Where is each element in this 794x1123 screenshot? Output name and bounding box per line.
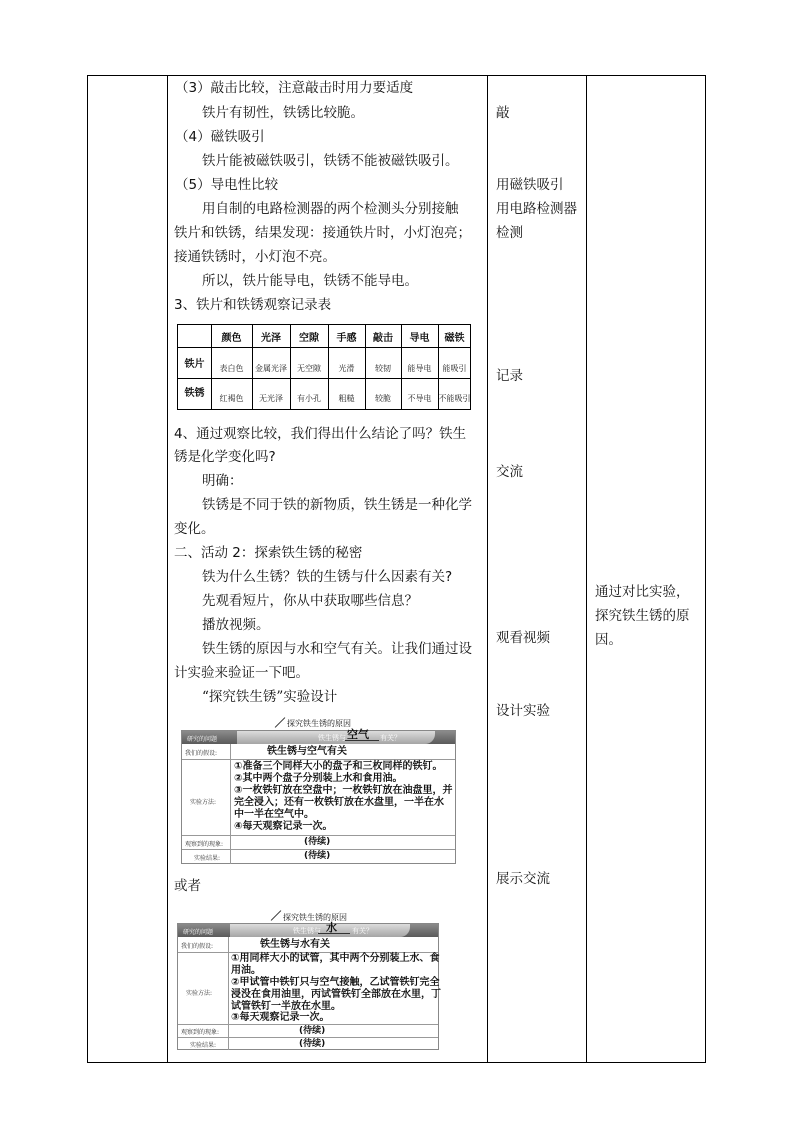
experiment-caption: 探究铁生锈的原因 <box>287 719 351 728</box>
observation-label: 观察到的现象: <box>181 1029 220 1036</box>
hypothesis-label: 我们的假设: <box>185 750 218 757</box>
table-cell: 粗糙 <box>338 394 355 403</box>
table-header: 手感 <box>336 333 357 344</box>
content-line: 或者 <box>174 878 201 894</box>
question-suffix: 有关？ <box>352 927 373 935</box>
activity-item: 记录 <box>496 368 523 384</box>
section-heading: 二、活动 2：探索铁生锈的秘密 <box>174 545 363 561</box>
method-line: ①准备三个同样大小的盘子和三枚同样的铁钉。 <box>234 761 443 772</box>
method-line: 试管铁钉一半放在水里。 <box>231 1001 341 1012</box>
experiment-caption: 探究铁生锈的原因 <box>283 913 347 922</box>
method-line: ③一枚铁钉放在空盘中；一枚铁钉放在油盘里，并 <box>234 785 453 796</box>
table-cell: 能导电 <box>407 364 432 373</box>
observation-label: 观察到的现象: <box>185 841 224 848</box>
column-divider <box>586 75 587 1063</box>
activity-item: 观看视频 <box>496 630 550 646</box>
table-cell: 较脆 <box>375 394 391 403</box>
method-label: 实验方法: <box>186 990 213 997</box>
hypothesis-text: 铁生锈与水有关 <box>260 939 330 950</box>
content-line: 播放视频。 <box>202 617 270 633</box>
column-divider <box>167 75 168 1063</box>
content-line: 铁片和铁锈，结果发现：接通铁片时，小灯泡亮； <box>174 225 471 241</box>
content-line: （5）导电性比较 <box>175 177 279 193</box>
method-line: ③每天观察记录一次。 <box>231 1012 330 1023</box>
content-line: 锈是化学变化吗? <box>174 449 276 465</box>
content-line: “探究铁生锈”实验设计 <box>202 689 338 705</box>
content-line: 用自制的电路检测器的两个检测头分别接触 <box>202 201 459 217</box>
activity-item: 敲 <box>496 105 510 121</box>
activity-item: 展示交流 <box>496 871 550 887</box>
table-cell: 光滑 <box>338 364 355 373</box>
question-answer: 水 <box>326 921 337 934</box>
method-label: 实验方法: <box>190 799 217 806</box>
activity-item: 用电路检测器 <box>496 201 577 217</box>
content-line: 计实验来验证一下吧。 <box>174 665 309 681</box>
content-line: 铁片能被磁铁吸引，铁锈不能被磁铁吸引。 <box>202 153 459 169</box>
question-prefix: 铁生锈与 <box>318 734 346 742</box>
intent-line: 探究铁生锈的原 <box>595 608 690 624</box>
content-line: （3）敲击比较，注意敲击时用力要适度 <box>175 80 414 96</box>
table-cell: 无光泽 <box>259 394 283 403</box>
content-line: 4、通过观察比较，我们得出什么结论了吗？铁生 <box>174 426 467 442</box>
header-label: 研究的问题 <box>187 736 218 743</box>
result-label: 实验结果: <box>194 855 221 862</box>
content-line: 所以，铁片能导电，铁锈不能导电。 <box>202 273 418 289</box>
table-cell: 红褐色 <box>219 394 244 403</box>
table-cell: 表白色 <box>219 364 244 373</box>
method-line: 浸没在食用油里，丙试管铁钉全部放在水里，丁 <box>231 989 441 1000</box>
content-line: （4）磁铁吸引 <box>175 129 265 145</box>
table-cell: 无空隙 <box>297 364 321 373</box>
content-line: 3、铁片和铁锈观察记录表 <box>174 297 332 313</box>
activity-item: 交流 <box>496 464 523 480</box>
question-suffix: 有关？ <box>380 734 401 742</box>
method-line: 用油。 <box>231 965 261 976</box>
content-line: 铁锈是不同于铁的新物质，铁生锈是一种化学 <box>202 497 472 513</box>
method-line: ②甲试管中铁钉只与空气接触，乙试管铁钉完全 <box>231 977 440 988</box>
table-header: 光泽 <box>261 333 281 344</box>
column-divider <box>487 75 488 1063</box>
experiment-design-2 <box>177 923 439 1050</box>
table-header: 导电 <box>409 333 430 344</box>
hypothesis-label: 我们的假设: <box>181 943 214 950</box>
method-line: 完全浸入；还有一枚铁钉放在水盘里，一半在水 <box>234 797 444 808</box>
table-cell: 较韧 <box>375 364 391 373</box>
method-line: 中一半在空气中。 <box>234 809 314 820</box>
table-header: 敲击 <box>373 333 393 344</box>
intent-line: 通过对比实验， <box>595 584 690 600</box>
table-cell: 能吸引 <box>442 364 467 373</box>
hypothesis-text: 铁生锈与空气有关 <box>267 746 347 757</box>
result-value: (待续) <box>304 851 331 861</box>
table-header: 磁铁 <box>444 333 465 344</box>
intent-line: 因。 <box>595 632 622 648</box>
result-label: 实验结果: <box>190 1042 217 1049</box>
content-line: 铁生锈的原因与水和空气有关。让我们通过设 <box>202 641 472 657</box>
activity-item: 用磁铁吸引 <box>496 177 564 193</box>
content-line: 铁为什么生锈？铁的生锈与什么因素有关? <box>202 569 453 585</box>
observation-value: (待续) <box>304 837 331 847</box>
table-cell: 金属光泽 <box>255 364 287 373</box>
table-cell: 有小孔 <box>297 394 321 403</box>
table-cell: 不导电 <box>407 394 432 403</box>
activity-item: 检测 <box>496 225 523 241</box>
method-line: ④每天观察记录一次。 <box>234 821 333 832</box>
content-line: 先观看短片，你从中获取哪些信息？ <box>202 593 418 609</box>
result-value: (待续) <box>299 1039 326 1049</box>
method-line: ②其中两个盘子分别装上水和食用油。 <box>234 773 403 784</box>
row-label: 铁片 <box>184 359 205 370</box>
table-header: 空隙 <box>299 333 319 344</box>
question-prefix: 铁生锈与 <box>293 927 321 935</box>
header-label: 研究的问题 <box>183 929 214 936</box>
content-line: 明确： <box>202 473 243 489</box>
row-label: 铁锈 <box>184 388 205 399</box>
content-line: 铁片有韧性，铁锈比较脆。 <box>202 105 364 121</box>
table-cell: 不能吸引 <box>438 394 471 403</box>
question-answer: 空气 <box>347 728 369 741</box>
activity-item: 设计实验 <box>496 703 550 719</box>
experiment-design-1 <box>181 730 456 864</box>
method-line: ①用同样大小的试管，其中两个分别装上水、食 <box>231 953 440 964</box>
table-header: 颜色 <box>221 333 242 344</box>
content-line: 接通铁锈时，小灯泡不亮。 <box>174 249 336 265</box>
observation-record-table <box>177 324 471 410</box>
observation-value: (待续) <box>299 1026 326 1036</box>
content-line: 变化。 <box>174 521 215 537</box>
